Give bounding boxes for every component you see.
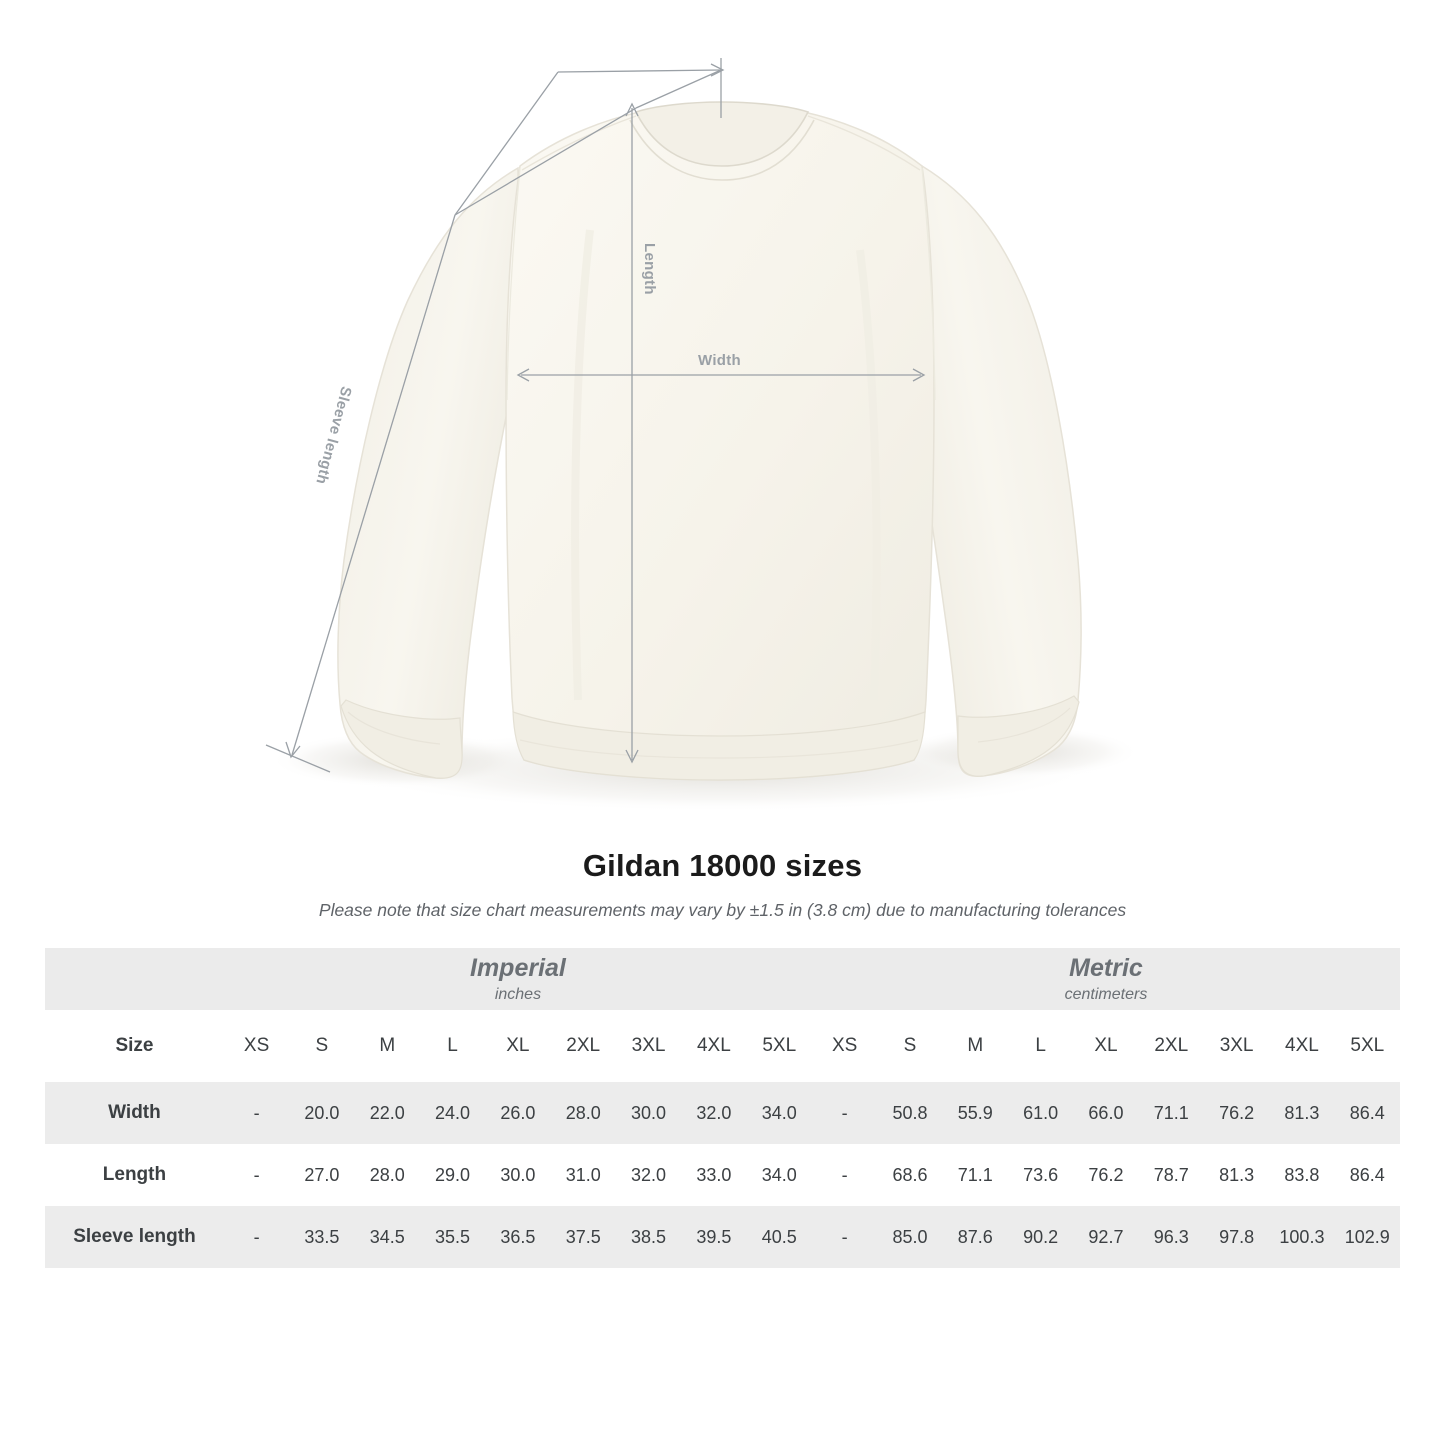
width-imp-8: 34.0	[747, 1082, 812, 1144]
sleeve-met-3: 90.2	[1008, 1206, 1073, 1268]
imperial-sub: inches	[494, 986, 542, 1004]
width-imp-5: 28.0	[551, 1082, 616, 1144]
table-row-width	[45, 1082, 1400, 1144]
width-met-6: 76.2	[1204, 1082, 1269, 1144]
sleeve-imp-8: 40.5	[747, 1206, 812, 1268]
sleeve-imp-5: 37.5	[551, 1206, 616, 1268]
sleeve-met-5: 96.3	[1139, 1206, 1204, 1268]
length-imp-7: 33.0	[681, 1144, 746, 1206]
size-col-imp-4: XL	[485, 1010, 550, 1082]
size-col-met-8: 5XL	[1335, 1010, 1400, 1082]
width-imp-2: 22.0	[355, 1082, 420, 1144]
sleeve-imp-6: 38.5	[616, 1206, 681, 1268]
size-col-imp-2: M	[355, 1010, 420, 1082]
width-label: Width	[698, 352, 742, 369]
sleeve-imp-2: 34.5	[355, 1206, 420, 1268]
size-col-imp-6: 3XL	[616, 1010, 681, 1082]
sleeve-met-2: 87.6	[943, 1206, 1008, 1268]
length-met-8: 86.4	[1335, 1144, 1400, 1206]
unit-header-row	[45, 948, 1400, 1010]
length-imp-5: 31.0	[551, 1144, 616, 1206]
metric-name: Metric	[1069, 953, 1143, 982]
size-col-met-5: 2XL	[1139, 1010, 1204, 1082]
sleeve-imp-4: 36.5	[485, 1206, 550, 1268]
sleeve-met-1: 85.0	[877, 1206, 942, 1268]
title-block	[0, 848, 1445, 921]
length-met-2: 71.1	[943, 1144, 1008, 1206]
length-met-3: 73.6	[1008, 1144, 1073, 1206]
size-col-met-7: 4XL	[1269, 1010, 1334, 1082]
width-met-1: 50.8	[877, 1082, 942, 1144]
width-imp-4: 26.0	[485, 1082, 550, 1144]
length-imp-1: 27.0	[289, 1144, 354, 1206]
sleeve-length-label	[312, 384, 355, 490]
width-met-2: 55.9	[943, 1082, 1008, 1144]
sleeve-imp-1: 33.5	[289, 1206, 354, 1268]
width-imp-6: 30.0	[616, 1082, 681, 1144]
size-col-imp-3: L	[420, 1010, 485, 1082]
width-met-5: 71.1	[1139, 1082, 1204, 1144]
width-met-8: 86.4	[1335, 1082, 1400, 1144]
page-title: Gildan 18000 sizes	[582, 848, 863, 883]
sleeve-met-7: 100.3	[1269, 1206, 1334, 1268]
length-met-5: 78.7	[1139, 1144, 1204, 1206]
length-imp-2: 28.0	[355, 1144, 420, 1206]
length-met-6: 81.3	[1204, 1144, 1269, 1206]
length-imp-8: 34.0	[747, 1144, 812, 1206]
width-met-7: 81.3	[1269, 1082, 1334, 1144]
row-label-width: Width	[45, 1082, 224, 1144]
size-col-imp-8: 5XL	[747, 1010, 812, 1082]
width-imp-1: 20.0	[289, 1082, 354, 1144]
sleeve-met-8: 102.9	[1335, 1206, 1400, 1268]
unit-header-imperial	[224, 948, 812, 1010]
row-label-length: Length	[45, 1144, 224, 1206]
width-met-4: 66.0	[1073, 1082, 1138, 1144]
sleeve-met-0: -	[812, 1206, 877, 1268]
size-col-imp-7: 4XL	[681, 1010, 746, 1082]
table-row-sleeve-length	[45, 1206, 1400, 1268]
length-met-4: 76.2	[1073, 1144, 1138, 1206]
size-col-met-3: L	[1008, 1010, 1073, 1082]
width-imp-7: 32.0	[681, 1082, 746, 1144]
width-met-0: -	[812, 1082, 877, 1144]
length-imp-0: -	[224, 1144, 289, 1206]
metric-sub: centimeters	[1064, 986, 1148, 1004]
length-met-0: -	[812, 1144, 877, 1206]
size-col-met-0: XS	[812, 1010, 877, 1082]
unit-header-metric	[812, 948, 1400, 1010]
unit-header-spacer	[45, 948, 224, 1010]
sleeve-met-6: 97.8	[1204, 1206, 1269, 1268]
sleeve-length-label-text: Sleeve length	[312, 384, 355, 487]
row-label-sleeve-length: Sleeve length	[45, 1206, 224, 1268]
size-col-met-1: S	[877, 1010, 942, 1082]
sleeve-met-4: 92.7	[1073, 1206, 1138, 1268]
sleeve-imp-0: -	[224, 1206, 289, 1268]
table-row-length	[45, 1144, 1400, 1206]
width-imp-3: 24.0	[420, 1082, 485, 1144]
size-table	[45, 948, 1400, 1268]
size-col-met-4: XL	[1073, 1010, 1138, 1082]
size-header-row	[45, 1010, 1400, 1082]
length-met-7: 83.8	[1269, 1144, 1334, 1206]
size-col-imp-5: 2XL	[551, 1010, 616, 1082]
size-col-imp-1: S	[289, 1010, 354, 1082]
tolerance-note: Please note that size chart measurements may vary by ±1.5 in (3.8 cm) due to manufacturing tolerances	[318, 900, 1127, 920]
size-col-imp-0: XS	[224, 1010, 289, 1082]
width-met-3: 61.0	[1008, 1082, 1073, 1144]
length-imp-3: 29.0	[420, 1144, 485, 1206]
length-imp-6: 32.0	[616, 1144, 681, 1206]
size-col-met-2: M	[943, 1010, 1008, 1082]
imperial-name: Imperial	[470, 953, 566, 982]
width-imp-0: -	[224, 1082, 289, 1144]
length-label: Length	[641, 243, 658, 295]
sleeve-imp-3: 35.5	[420, 1206, 485, 1268]
size-table-wrap	[45, 948, 1400, 1268]
sleeve-imp-7: 39.5	[681, 1206, 746, 1268]
length-met-1: 68.6	[877, 1144, 942, 1206]
length-imp-4: 30.0	[485, 1144, 550, 1206]
size-col-met-6: 3XL	[1204, 1010, 1269, 1082]
size-header-label: Size	[45, 1010, 224, 1082]
